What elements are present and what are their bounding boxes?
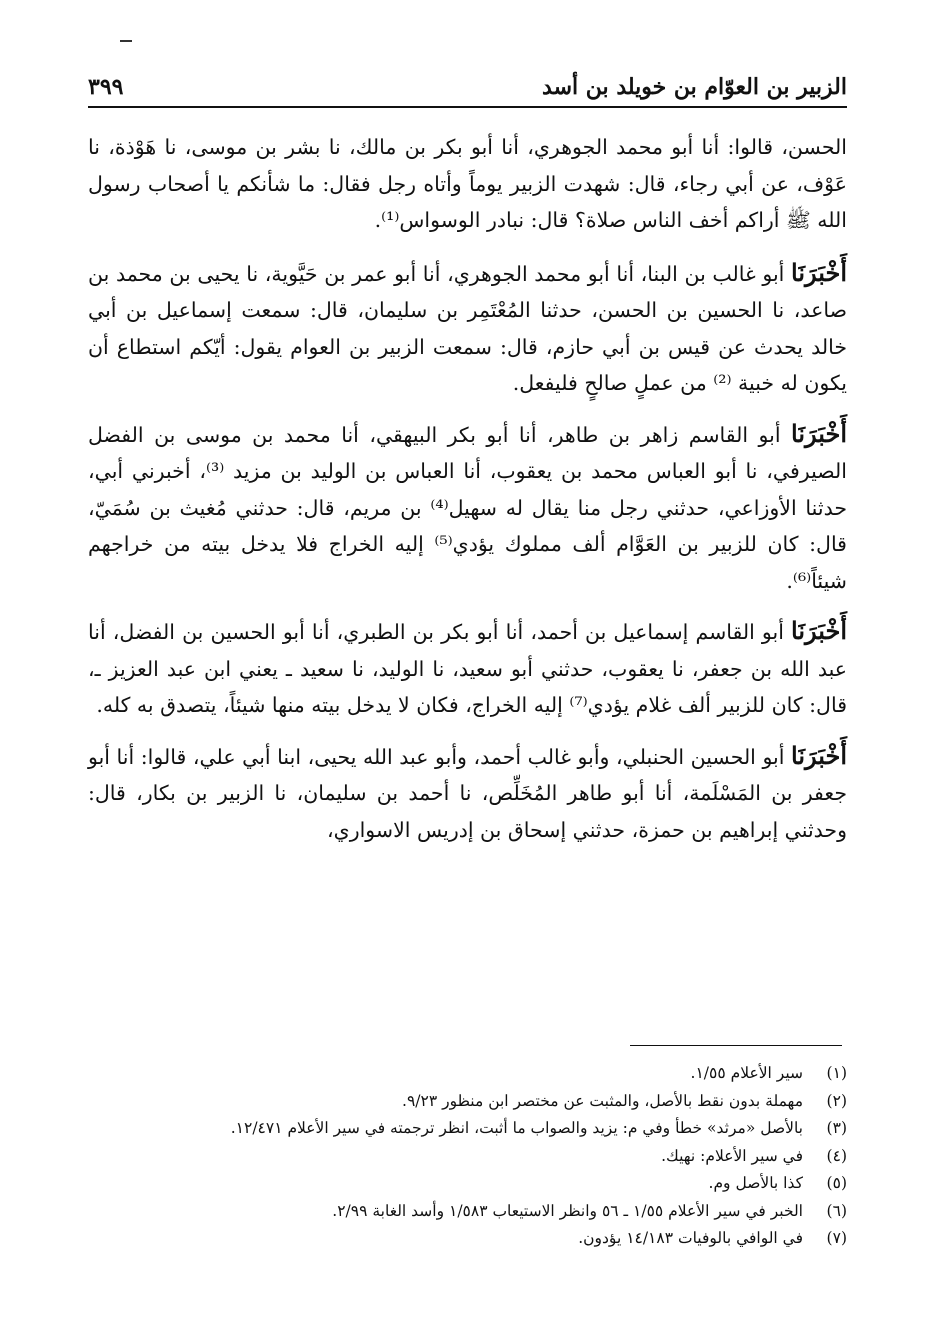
paragraph-lead: أَخْبَرَنَا bbox=[791, 257, 848, 287]
footnote-text: كذا بالأصل وم. bbox=[708, 1174, 803, 1192]
page-mark bbox=[120, 40, 132, 42]
paragraph-text: أبو القاسم زاهر بن طاهر، أنا أبو بكر البيهقي، أنا محمد بن موسى بن الفضل الصيرفي، نا أبو العباس محمد بن يعقوب، أنا العباس بن الوليد بن مزيد ⁽³⁾، أخبرني أبي، حدثنا الأوزاعي، حدثني رجل منا يقال له سهيل⁽⁴⁾ بن مريم، قال: حدثني مُغيث بن سُمَيّ، قال: كان للزبير بن العَوَّام ألف مملوك يؤدي⁽⁵⁾ إليه الخراج فلا يدخل بيته من خراجهم شيئاً⁽⁶⁾. bbox=[88, 422, 847, 593]
paragraph-text: أبو القاسم إسماعيل بن أحمد، أنا أبو بكر بن الطبري، أنا أبو الحسين بن الفضل، أنا عبد الله بن جعفر، نا يعقوب، حدثني أبو سعيد، نا الوليد، نا سعيد ـ يعني ابن عبد العزيز ـ، قال: كان للزبير ألف غلام يؤدي⁽⁷⁾ إليه الخراج، فكان لا يدخل بيته منها شيئاً، يتصدق به كله. bbox=[88, 620, 847, 717]
footnote-number: (٢) bbox=[826, 1091, 847, 1110]
footnote-text: بالأصل «مرثد» خطأ وفي م: يزيد والصواب ما أثبت، انظر ترجمته في سير الأعلام ١٢/٤٧١. bbox=[230, 1119, 803, 1137]
footnote-text: مهملة بدون نقط بالأصل، والمثبت عن مختصر ابن منظور ٩/٢٣. bbox=[402, 1091, 803, 1110]
footnote bbox=[120, 1225, 847, 1253]
footnote bbox=[120, 1060, 847, 1088]
running-title: الزبير بن العوّام بن خويلد بن أسد bbox=[542, 74, 847, 100]
paragraph bbox=[88, 416, 847, 600]
footnotes bbox=[120, 1060, 847, 1253]
paragraph-lead: أَخْبَرَنَا bbox=[791, 616, 847, 645]
footnote bbox=[120, 1170, 847, 1198]
footnote-text: في سير الأعلام: نهيك. bbox=[661, 1146, 803, 1165]
paragraph bbox=[88, 128, 847, 239]
paragraph bbox=[88, 613, 847, 724]
paragraph-text: الحسن، قالوا: أنا أبو محمد الجوهري، أنا أبو بكر بن مالك، نا بشر بن موسى، نا هَوْذة، نا عَوْف، عن أبي رجاء، قال: شهدت الزبير يوماً وأتاه رجل فقال: ما شأنكم يا أصحاب رسول الله ﷺ أراكم أخف الناس صلاة؟ قال: نبادر الوسواس⁽¹⁾. bbox=[88, 135, 847, 232]
footnote bbox=[120, 1115, 847, 1143]
footnote bbox=[120, 1088, 847, 1116]
paragraph bbox=[88, 738, 847, 849]
footnote bbox=[120, 1198, 847, 1226]
footnote-text: الخبر في سير الأعلام ١/٥٥ ـ ٥٦ وانظر الاستيعاب ١/٥٨٣ وأسد الغابة ٢/٩٩. bbox=[332, 1201, 803, 1220]
paragraph-lead: أَخْبَرَنَا bbox=[791, 418, 847, 448]
paragraph-text: أبو غالب بن البنا، أنا أبو محمد الجوهري، أنا أبو عمر بن حَيَّوية، نا يحيى بن محمد بن صاعد، نا الحسين بن الحسن، حدثنا المُعْتَمِر بن سليمان، قال: سمعت إسماعيل بن أبي خالد يحدث عن قيس بن أبي حازم، قال: سمعت الزبير بن العوام يقول: أيّكم استطاع أن يكون له خبية ⁽²⁾ من عملٍ صالحٍ فليفعل. bbox=[88, 261, 847, 395]
paragraph-lead: أَخْبَرَنَا bbox=[791, 740, 847, 770]
footnote-number: (٥) bbox=[826, 1174, 847, 1192]
paragraph-text: أبو الحسين الحنبلي، وأبو غالب أحمد، وأبو عبد الله يحيى، ابنا أبي علي، قالوا: أنا أبو جعفر بن المَسْلَمة، أنا أبو طاهر المُخَلِّص، نا أحمد بن سليمان، نا الزبير بن بكار، قال: وحدثني إبراهيم بن حمزة، حدثني إسحاق بن إدريس الاسواري، bbox=[88, 744, 847, 842]
footnote-number: (٧) bbox=[826, 1229, 847, 1247]
footnote-number: (٣) bbox=[826, 1119, 847, 1137]
page-number: ٣٩٩ bbox=[88, 74, 124, 100]
header-rule bbox=[88, 106, 847, 108]
footnote-number: (٤) bbox=[826, 1146, 847, 1165]
footnote-number: (٦) bbox=[826, 1201, 847, 1220]
footnote bbox=[120, 1143, 847, 1171]
paragraph bbox=[88, 255, 847, 402]
footnote-text: سير الأعلام ١/٥٥. bbox=[690, 1064, 803, 1082]
main-text bbox=[88, 128, 847, 862]
footnote-number: (١) bbox=[826, 1064, 847, 1082]
page-header bbox=[88, 70, 847, 104]
footnote-rule bbox=[630, 1045, 842, 1046]
footnote-text: في الوافي بالوفيات ١٤/١٨٣ يؤدون. bbox=[578, 1229, 803, 1247]
